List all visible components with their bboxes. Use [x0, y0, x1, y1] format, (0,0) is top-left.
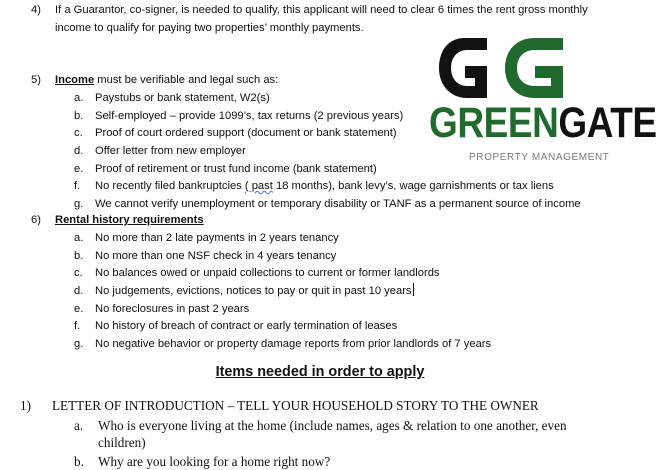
list-item-letter: c.: [74, 127, 83, 139]
list-item: [0, 265, 640, 283]
list-item-text: Self-employed – provide 1099’s, tax returns (2 previous years): [95, 110, 404, 122]
apply-sub-letter: a.: [74, 418, 84, 433]
list-item-text-content: No judgements, evictions, notices to pay or quit in past 10 years: [95, 285, 412, 297]
list-item: [0, 143, 640, 161]
list-item-text: No foreclosures in past 2 years: [95, 303, 250, 315]
list-item-letter: g.: [74, 198, 84, 210]
section-6-heading: Rental history requirements: [55, 214, 204, 226]
list-item: [0, 108, 640, 126]
list-item-letter: e.: [74, 303, 84, 315]
list-item-letter: f.: [74, 180, 81, 192]
list-item-text-after: 18 months), bank levy’s, wage garnishments or tax liens: [272, 180, 554, 192]
list-item-letter: c.: [74, 267, 83, 279]
logo-word-green: GREEN: [429, 99, 559, 147]
list-item-text: [95, 283, 414, 301]
section-4-line-2: income to qualify for paying two properties’ monthly payments.: [55, 22, 364, 34]
list-item-text: Proof of retirement or trust fund income (bank statement): [95, 163, 377, 175]
section-5-heading-line: [55, 72, 278, 90]
list-item-letter: e.: [74, 163, 84, 175]
section-4: [0, 2, 640, 38]
list-item-text-before: No recently filed bankruptcies: [95, 180, 245, 192]
list-item-text: No more than 2 late payments in 2 years tenancy: [95, 232, 339, 244]
logo-subtitle: PROPERTY MANAGEMENT: [469, 152, 610, 163]
section-5-number: 5): [31, 74, 41, 86]
spellcheck-flagged-text: ( past: [244, 180, 273, 192]
list-item: [0, 125, 640, 143]
apply-item-text: LETTER OF INTRODUCTION – TELL YOUR HOUSEHOLD STORY TO THE OWNER: [52, 398, 539, 413]
list-item-text: No balances owed or unpaid collections to current or former landlords: [95, 267, 440, 279]
list-item-letter: a.: [74, 232, 84, 244]
apply-sub-text-continued: children): [98, 435, 146, 450]
list-item: [0, 283, 640, 301]
apply-sub-text: Why are you looking for a home right now?: [98, 454, 331, 469]
section-5-heading-rest: must be verifiable and legal such as:: [94, 74, 279, 86]
list-item: [0, 178, 640, 196]
apply-sub-text: Who is everyone living at the home (include names, ages & relation to one another, even: [98, 418, 567, 433]
apply-item-number: 1): [20, 398, 31, 413]
section-5-heading: Income: [55, 74, 95, 86]
list-item-text: No more than one NSF check in 4 years tenancy: [95, 250, 337, 262]
list-item-letter: f.: [74, 320, 81, 332]
list-item-letter: d.: [74, 145, 84, 157]
list-item: [0, 248, 640, 266]
list-item-letter: a.: [74, 92, 84, 104]
logo-word-black: GATE: [558, 99, 657, 147]
section-4-number: 4): [31, 4, 41, 16]
items-needed-title: Items needed in order to apply: [215, 364, 425, 380]
list-item-text: No negative behavior or property damage reports from prior landlords of 7 years: [95, 338, 492, 350]
list-item-letter: d.: [74, 285, 84, 297]
list-item-text: Paystubs or bank statement, W2(s): [95, 92, 270, 104]
list-item-text: We cannot verify unemployment or temporary disability or TANF as a permanent source of income: [95, 198, 581, 210]
list-item: [0, 318, 640, 336]
list-item: [0, 336, 640, 354]
list-item: [0, 90, 640, 108]
text-cursor: [413, 283, 414, 296]
list-item-text: No history of breach of contract or early termination of leases: [95, 320, 398, 332]
list-item-text: Proof of court ordered support (document or bank statement): [95, 127, 397, 139]
list-item-letter: b.: [74, 250, 84, 262]
list-item-text: Offer letter from new employer: [95, 145, 246, 157]
apply-sub-letter: b.: [74, 454, 84, 469]
section-4-line-1: If a Guarantor, co-signer, is needed to qualify, this applicant will need to clear 6 times the rent gross monthly: [55, 4, 588, 16]
list-item: [0, 161, 640, 179]
list-item-letter: g.: [74, 338, 84, 350]
section-6-number: 6): [31, 214, 41, 226]
list-item-letter: b.: [74, 110, 84, 122]
list-item: [0, 301, 640, 319]
list-item-text: [95, 178, 554, 196]
list-item: [0, 230, 640, 248]
